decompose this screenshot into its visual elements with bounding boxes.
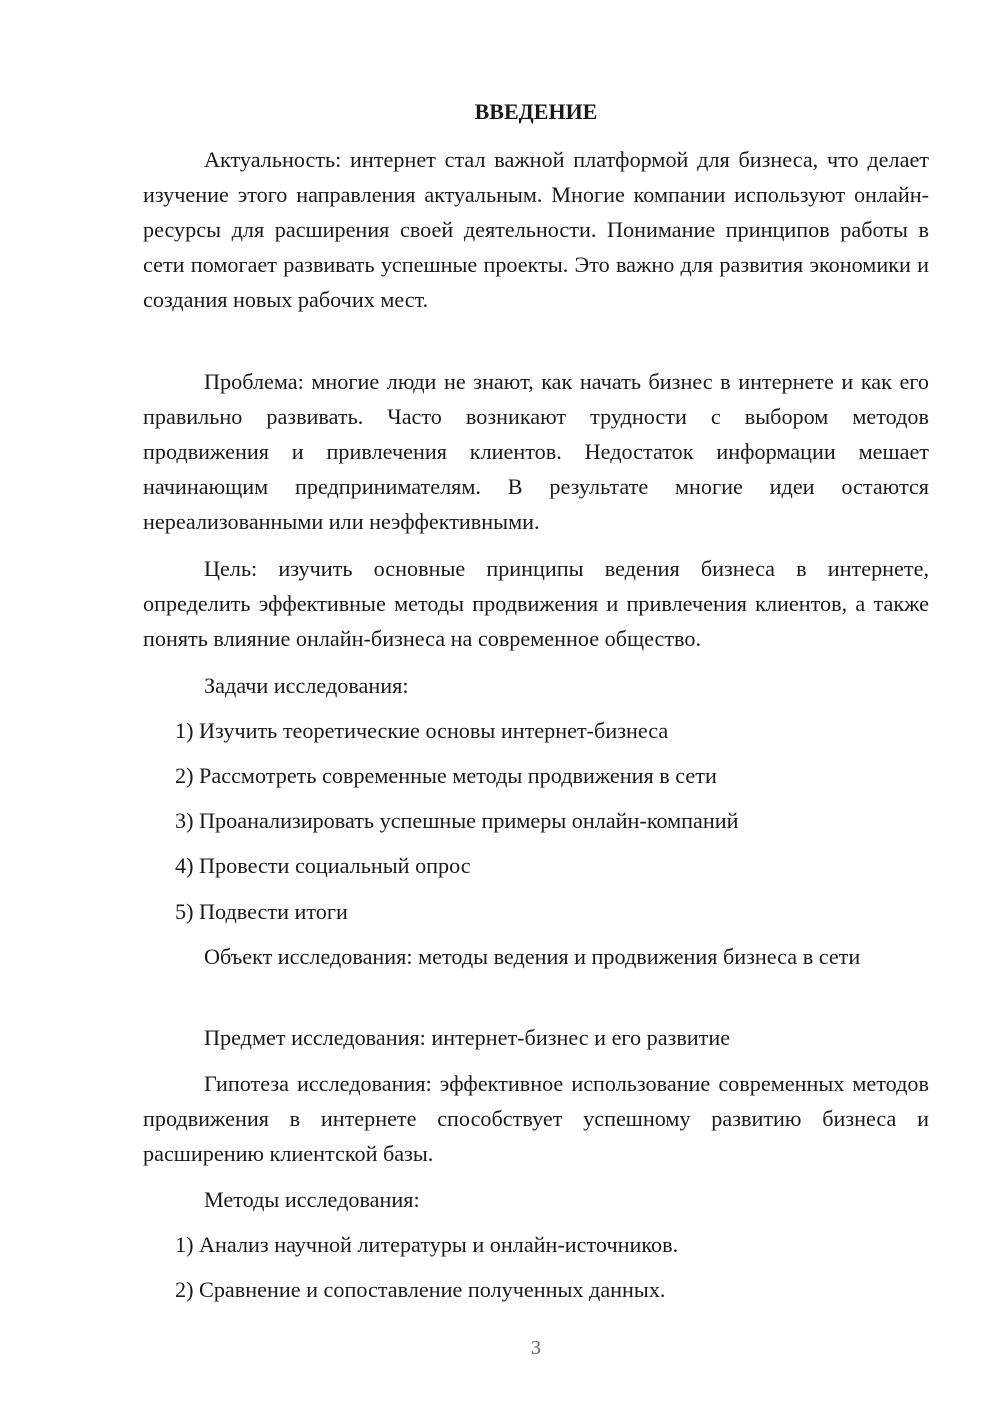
problem-paragraph: Проблема: многие люди не знают, как начать бизнес в интернете и как его правильно развивать. Часто возникают трудности с выбором методов продвижения и привлечения клиентов. Недостаток информации мешает начинающим предпринимателям. В результате многие идеи остаются нереализованными или неэффективными. xyxy=(143,369,929,534)
object-paragraph: Объект исследования: методы ведения и продвижения бизнеса в сети xyxy=(204,944,861,969)
goal-paragraph: Цель: изучить основные принципы ведения бизнеса в интернете, определить эффективные методы продвижения и привлечения клиентов, а также понять влияние онлайн-бизнеса на современное общество. xyxy=(143,556,929,651)
task-item: 1) Изучить теоретические основы интернет-бизнеса xyxy=(175,718,669,743)
task-item: 5) Подвести итоги xyxy=(175,899,348,924)
relevance-paragraph: Актуальность: интернет стал важной платформой для бизнеса, что делает изучение этого направления актуальным. Многие компании используют онлайн-ресурсы для расширения своей деятельности. Понимание принципов работы в сети помогает развивать успешные проекты. Это важно для развития экономики и создания новых рабочих мест. xyxy=(143,147,929,312)
task-item: 3) Проанализировать успешные примеры онлайн-компаний xyxy=(175,808,739,833)
methods-heading: Методы исследования: xyxy=(204,1187,420,1212)
task-item: 4) Провести социальный опрос xyxy=(175,853,471,878)
tasks-heading: Задачи исследования: xyxy=(204,673,409,698)
task-item: 2) Рассмотреть современные методы продвижения в сети xyxy=(175,763,717,788)
hypothesis-paragraph: Гипотеза исследования: эффективное использование современных методов продвижения в интернете способствует успешному развитию бизнеса и расширению клиентской базы. xyxy=(143,1071,929,1166)
page-number: 3 xyxy=(531,1337,541,1359)
method-item: 1) Анализ научной литературы и онлайн-источников. xyxy=(175,1232,679,1257)
subject-paragraph: Предмет исследования: интернет-бизнес и его развитие xyxy=(204,1025,731,1050)
section-title: ВВЕДЕНИЕ xyxy=(474,99,598,124)
method-item: 2) Сравнение и сопоставление полученных данных. xyxy=(175,1277,666,1302)
